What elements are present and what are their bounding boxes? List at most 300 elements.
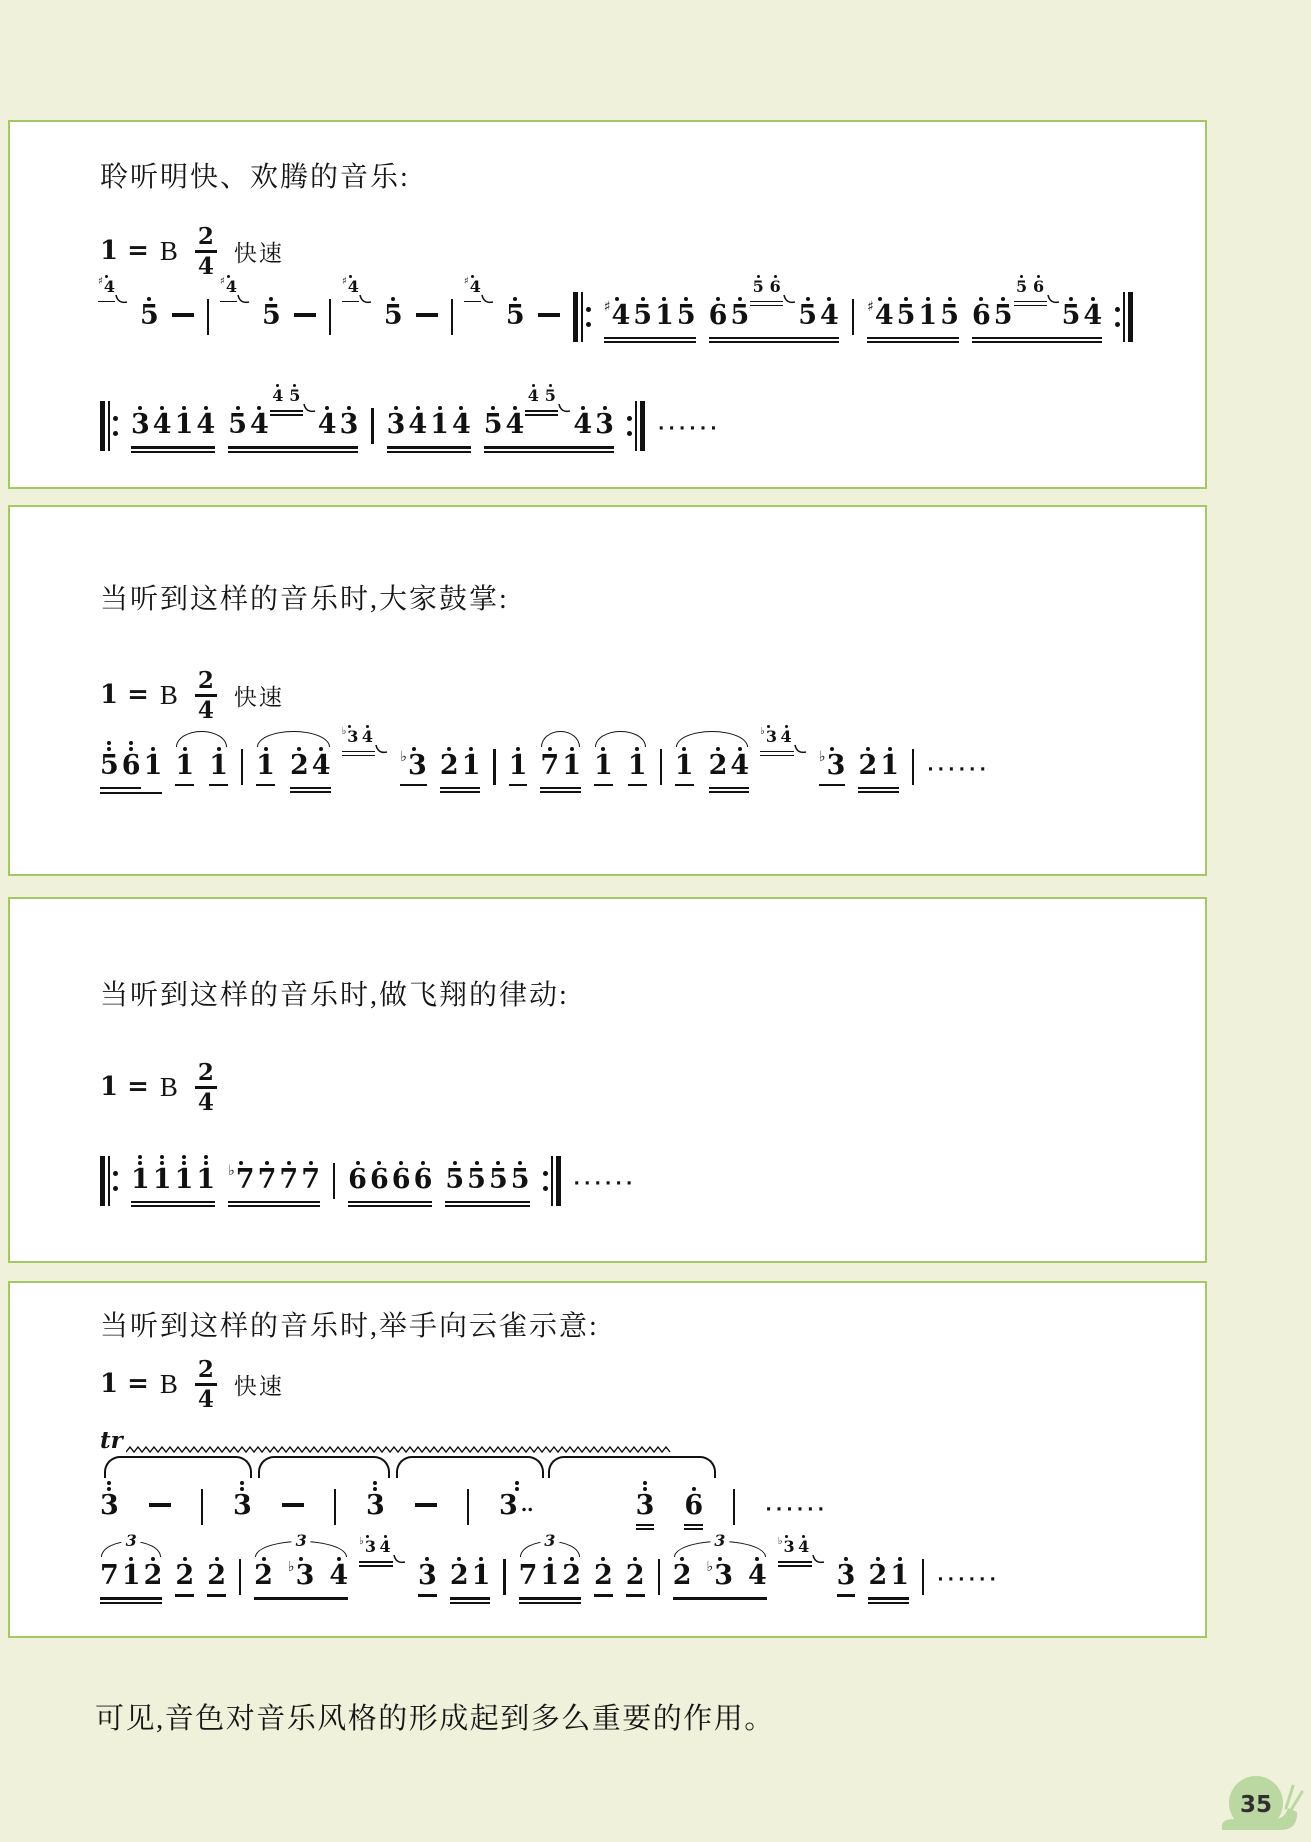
note-digit (994, 301, 1013, 331)
grace-column (270, 379, 303, 416)
digit: 1 (880, 749, 900, 781)
underlines (342, 751, 376, 757)
note-group (290, 736, 331, 794)
digit: 7 (301, 1163, 320, 1195)
note-digit (837, 1561, 856, 1591)
note-digit (819, 748, 846, 781)
digit: 1 (461, 749, 481, 781)
digit: 5 (488, 1163, 508, 1195)
digit: 2 (672, 1560, 692, 1592)
beam-lines (228, 1201, 320, 1208)
barline (503, 1559, 505, 1595)
octave-dots (394, 395, 398, 410)
note-digit (484, 410, 503, 440)
repeat-dots (1115, 307, 1120, 327)
beam-line (348, 1205, 432, 1207)
note-digit (780, 728, 791, 745)
note (384, 286, 403, 334)
meter-numerator: 2 (197, 1356, 214, 1383)
grace-slur-icon (114, 294, 129, 306)
octave-dots (399, 1150, 403, 1165)
group-column (131, 395, 215, 453)
section-title: 当听到这样的音乐时,做飞翔的律动: (100, 980, 569, 1011)
note-digit (778, 1538, 795, 1555)
note (594, 1546, 613, 1596)
octave-dots (412, 736, 416, 751)
underlines (207, 1594, 226, 1596)
digit: 3 (364, 1537, 377, 1557)
grace-notes (464, 270, 495, 306)
underline (209, 784, 228, 786)
octave-dots (453, 1150, 457, 1165)
key-letter: B (159, 1071, 178, 1102)
barline (241, 749, 243, 785)
beam-line (290, 787, 331, 789)
repeat-thin-bar (108, 1156, 110, 1206)
digit: 5 (483, 409, 503, 441)
digit: 4 (874, 299, 894, 331)
octave-dots (716, 286, 720, 301)
octave-dots (129, 736, 133, 751)
phrase-slur (396, 1456, 544, 1478)
note-digit (519, 1561, 538, 1591)
dash-note (538, 313, 560, 318)
note (1083, 286, 1102, 334)
digit: 5 (940, 299, 959, 331)
tonic: 1 (100, 236, 119, 267)
beam-line (450, 1597, 491, 1599)
digit: 4 (196, 409, 216, 441)
digit: 1 (655, 299, 674, 331)
note-digit (408, 410, 427, 440)
underlines (220, 301, 237, 303)
tonic: 1 (100, 1369, 119, 1400)
tuplet-number: 3 (122, 1531, 141, 1550)
octave-dots (926, 286, 930, 301)
note-digit (290, 751, 309, 781)
note-digit (603, 298, 631, 331)
digit: 3 (595, 409, 614, 441)
note-digit (540, 1561, 559, 1591)
octave-dots (513, 395, 517, 410)
beam-line (484, 446, 614, 448)
digit: 2 (289, 749, 309, 781)
note-digit (595, 410, 614, 440)
dash-note (149, 1503, 171, 1508)
group-column (604, 286, 696, 344)
note-digit (228, 1162, 255, 1195)
note-group (445, 1150, 529, 1208)
continuation-dots: ······ (937, 1570, 1000, 1591)
note (359, 1530, 376, 1558)
note-group (175, 736, 228, 789)
digit: 1 (562, 749, 581, 781)
underlines (837, 1594, 856, 1596)
beam-lines (604, 337, 696, 344)
barline (912, 749, 914, 785)
beam-lines (673, 1597, 767, 1599)
note (994, 286, 1013, 334)
note-group (672, 1531, 767, 1599)
key-signature-line (100, 669, 1205, 722)
digit: 1 (174, 1163, 194, 1195)
group-row (290, 736, 331, 784)
digit: 1 (430, 409, 449, 441)
underline (628, 784, 647, 786)
phrase-slur (258, 1456, 390, 1478)
digit: 4 (249, 409, 269, 441)
flat-icon: ♭ (760, 725, 765, 737)
group-row (440, 736, 481, 784)
note-digit (450, 1561, 469, 1591)
underline (342, 301, 359, 303)
repeat-thick-bar (556, 1156, 561, 1206)
note (595, 395, 614, 443)
note (122, 736, 141, 784)
digit: 4 (347, 276, 359, 296)
digit: 1 (196, 1163, 216, 1195)
note-digit (100, 751, 119, 781)
grace-column (359, 1530, 393, 1567)
note-digit (573, 410, 592, 440)
underline (359, 1561, 393, 1563)
octave-dots (160, 395, 164, 410)
repeat-begin (573, 292, 591, 342)
octave-dot (240, 1481, 244, 1485)
note-digit (414, 1165, 433, 1195)
repeat-thick-bar (100, 1156, 105, 1206)
underline (675, 784, 694, 786)
grace-row (342, 720, 376, 748)
grace-column (525, 379, 558, 416)
digit: 5 (100, 749, 119, 781)
continuation-dots: ······ (927, 759, 990, 780)
digit: 4 (798, 1537, 810, 1557)
exercise-box-1 (8, 120, 1207, 489)
exercise-box-3 (8, 897, 1207, 1263)
digit: 3 (408, 749, 427, 781)
group-column (100, 736, 141, 789)
note-group (254, 1531, 349, 1599)
underline (220, 301, 237, 303)
note-digit (98, 275, 115, 296)
group-row (228, 386, 359, 443)
octave-dots (479, 1546, 483, 1561)
octave-dots (182, 1150, 186, 1165)
repeat-dot (586, 307, 591, 312)
note (484, 395, 503, 443)
underline (359, 1565, 393, 1567)
underline (594, 1594, 613, 1596)
note-digit (445, 1165, 464, 1195)
continuation-dots: ······ (765, 1499, 829, 1520)
note-digit (131, 1165, 150, 1195)
digit: 3 (347, 726, 359, 746)
underline (626, 1594, 645, 1596)
repeat-thick-bar (573, 292, 578, 342)
underline (684, 1524, 703, 1526)
note-digit (467, 1165, 486, 1195)
octave-dots (377, 1150, 381, 1165)
octave-dots (265, 1150, 269, 1165)
note-digit (258, 1165, 277, 1195)
octave-dots (236, 395, 240, 410)
note (626, 1546, 645, 1596)
note-digit (684, 1491, 703, 1521)
group-column (387, 395, 471, 453)
group-column (972, 276, 1103, 344)
notation-line (98, 275, 1133, 344)
note (175, 395, 194, 443)
note-digit (370, 1165, 389, 1195)
octave-dots (160, 1150, 164, 1165)
note (778, 720, 794, 748)
underline (464, 301, 481, 303)
note (467, 1150, 486, 1198)
beam-line (445, 1201, 529, 1203)
exercise-box-4 (8, 1281, 1207, 1638)
note-digit (545, 387, 556, 404)
repeat-thick-bar (640, 401, 645, 451)
note (837, 1546, 856, 1596)
note-digit (730, 751, 749, 781)
note-digit (400, 748, 427, 781)
repeat-end (543, 1156, 561, 1206)
repeat-dots (113, 1171, 118, 1191)
note-group (594, 736, 647, 789)
underline (750, 301, 783, 303)
note-digit (440, 751, 459, 781)
digit: 5 (505, 299, 525, 331)
digit: 2 (254, 1560, 273, 1592)
digit: 5 (1016, 276, 1028, 296)
note-digit (359, 1538, 376, 1555)
note-digit (341, 725, 359, 746)
octave-dots (878, 286, 882, 301)
key-signature-line (100, 1358, 1205, 1411)
note (392, 1150, 411, 1198)
note (98, 270, 115, 298)
note-digit (366, 1491, 385, 1521)
digit: 6 (769, 276, 781, 296)
beam-line (519, 1597, 581, 1599)
underline (98, 301, 115, 303)
note-digit (709, 301, 728, 331)
note-digit (100, 1561, 119, 1591)
tempo-marking: 快速 (233, 240, 284, 266)
note-digit (820, 301, 839, 331)
repeat-end (1115, 292, 1133, 342)
note-digit (318, 410, 337, 440)
digit: 2 (868, 1560, 888, 1592)
dash-note (282, 1503, 304, 1508)
underlines (464, 301, 481, 303)
digit: 2 (175, 1560, 195, 1592)
beam-line (868, 1602, 909, 1604)
note (633, 286, 652, 334)
digit: 6 (121, 749, 141, 781)
digit: 4 (780, 726, 792, 746)
barline (201, 1489, 203, 1525)
underline (1014, 305, 1047, 307)
beam-line (131, 1205, 215, 1207)
underline (256, 784, 275, 786)
note (312, 736, 331, 784)
note (366, 1476, 385, 1524)
octave-dots (581, 395, 585, 410)
note-digit (1083, 301, 1102, 331)
digit: 4 (730, 749, 750, 781)
beam-line (858, 787, 899, 789)
note-digit (1033, 278, 1044, 295)
beam-line (604, 337, 696, 339)
phrase-slur (548, 1456, 716, 1478)
note-digit (219, 275, 237, 296)
barline (852, 299, 854, 335)
note (511, 1150, 530, 1198)
digit: 4 (311, 749, 331, 781)
note-digit (730, 301, 749, 331)
grace-row (778, 1530, 812, 1558)
note (408, 395, 427, 443)
grace-notes (98, 270, 129, 306)
section-title: 聆听明快、欢腾的音乐: (100, 162, 410, 193)
repeat-dot (627, 431, 632, 436)
continuation-dots: ······ (657, 419, 721, 440)
digit: 2 (143, 1560, 163, 1592)
flat-icon: ♭ (341, 725, 347, 737)
octave-dot (515, 1481, 519, 1485)
group-column (709, 736, 750, 794)
octave-dots (447, 736, 451, 751)
group-row (708, 276, 839, 334)
time-signature (195, 1061, 217, 1114)
digit: 6 (684, 1489, 704, 1521)
group-column (858, 736, 899, 794)
group-column (131, 1150, 215, 1208)
note-digit (940, 301, 959, 331)
section-title: 当听到这样的音乐时,举手向云雀示意: (100, 1311, 599, 1342)
note (709, 736, 728, 784)
note-digit (489, 1165, 508, 1195)
group-column (290, 736, 331, 794)
note (897, 286, 916, 334)
underlines (175, 1594, 194, 1596)
digit: 4 (317, 409, 337, 441)
note-digit (753, 278, 764, 295)
grace-column (760, 720, 794, 757)
grace-slur-icon (236, 294, 251, 306)
octave-dots (297, 736, 301, 751)
sharp-icon: ♯ (219, 275, 225, 287)
page-number-snail (1218, 1768, 1310, 1834)
conclusion-text: 可见,音色对音乐风格的形成起到多么重要的作用。 (95, 1703, 775, 1735)
digit: 1 (143, 749, 163, 781)
note (175, 1546, 194, 1596)
note-digit (509, 751, 528, 781)
note (100, 1476, 119, 1524)
repeat-thin-bar (1123, 292, 1125, 342)
note-digit (798, 1538, 809, 1555)
note-group (100, 1531, 163, 1604)
octave-dot (182, 1155, 186, 1159)
octave-dot (204, 1155, 208, 1159)
octave-dots (904, 286, 908, 301)
underlines (359, 1561, 393, 1567)
note-digit (348, 1165, 367, 1195)
underlines (819, 784, 845, 786)
beam-line (709, 787, 750, 789)
octave-dots (457, 1546, 461, 1561)
underlines (256, 784, 275, 786)
note-digit (301, 1165, 320, 1195)
beam-lines (440, 787, 481, 794)
underline (207, 1594, 226, 1596)
note (430, 395, 449, 443)
digit: 3 (826, 749, 846, 781)
octave-dots (469, 736, 473, 751)
octave-dots (516, 736, 520, 751)
trill-label: tr (100, 1426, 123, 1454)
tuplet-number: 3 (710, 1531, 729, 1550)
note-group (450, 1546, 491, 1604)
digit: 2 (594, 1560, 613, 1592)
note-digit (675, 751, 694, 781)
octave-dot (129, 741, 133, 745)
beam-lines (450, 1597, 491, 1604)
beam-line (540, 787, 581, 789)
beam-lines (519, 1597, 581, 1604)
note (414, 1150, 433, 1198)
note-digit (677, 301, 696, 331)
octave-dots (898, 1546, 902, 1561)
grace-slur-icon (374, 744, 389, 756)
time-signature (195, 1358, 217, 1411)
note-group (858, 736, 899, 794)
note-group (675, 736, 749, 797)
underline (636, 1528, 655, 1530)
group-column (868, 1546, 909, 1604)
note (1062, 286, 1081, 334)
group-row (483, 386, 614, 443)
note (279, 1150, 298, 1198)
beam-line (254, 1597, 348, 1599)
grace-slur-icon (557, 403, 572, 415)
beam-lines (100, 1597, 162, 1604)
underlines (675, 784, 694, 786)
note-digit (499, 1491, 536, 1521)
digit: 5 (544, 386, 556, 406)
note (750, 270, 766, 298)
duration-dots: ‥ (520, 1494, 536, 1516)
note-digit (506, 301, 525, 331)
beam-line (228, 451, 358, 453)
octave-dots (373, 1476, 377, 1491)
repeat-dot (113, 416, 118, 421)
beam-line (100, 787, 141, 789)
octave-dots (496, 1150, 500, 1165)
note-digit (562, 1561, 581, 1591)
digit: 3 (100, 1489, 119, 1521)
digit: 5 (445, 1163, 465, 1195)
underlines (684, 1524, 703, 1531)
group-column (445, 1150, 529, 1208)
underline (509, 784, 528, 786)
note-digit (272, 387, 283, 404)
phrase-slur (104, 1456, 252, 1478)
octave-dots (738, 736, 742, 751)
barline (239, 1559, 241, 1595)
